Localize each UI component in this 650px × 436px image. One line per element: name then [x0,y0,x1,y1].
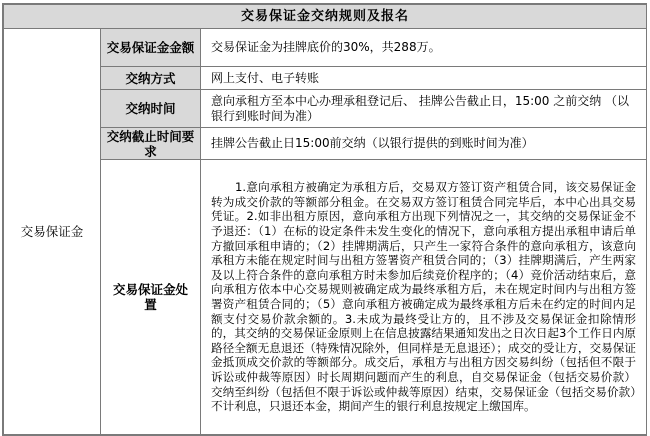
row-label-payment-deadline: 交纳截止时间要求 [101,128,201,160]
row-label-deposit-amount: 交易保证金金额 [101,29,201,67]
row-value-deposit-amount: 交易保证金为挂牌底价的30%，共288万。 [201,29,647,67]
row-value-deposit-disposal: 1.意向承租方被确定为承租方后，交易双方签订资产租赁合同，该交易保证金转为成交价款的等额部分租金。在交易双方签订租赁合同完毕后，本中心出具交易凭证。2.如非出租方原因，意向承租方出现下列情况之一，其交纳的交易保证金不予退还：（1）在标的设定条件未发生变化的情况下，意向承租方提出承租申请后单方撤回承租申请的；（2）挂牌期满后，只产生一家符合条件的意向承租方，该意向承租方未能在规定时间与出租方签署资产租赁合同的；（3）挂牌期满后，产生两家及以上符合条件的意向承租方时未参加后续竞价程序的；（4）竞价活动结束后，意向承租方依本中心交易规则被确定成为最终承租方后，未在规定时间内与出租方签署资产租赁合同的；（5）意向承租方被确定成为最终承租方后未在约定的时间内足额支付交易价款余额的。3.未成为最终受让方的，且不涉及交易保证金扣除情形的，其交纳的交易保证金原则上在信息披露结果通知发出之日次日起3个工作日内原路径全额无息退还（特殊情况除外，但同样是无息退还）；成交的受让方，交易保证金抵顶成交价款的等额部分。成交后，承租方与出租方因交易纠纷（包括但不限于诉讼或仲裁等原因）时长周期问题而产生的利息，自交易保证金（包括交易价款）交纳至纠纷（包括但不限于诉讼或仲裁等原因）结束，交易保证金（包括交易价款）不计利息，只退还本金，期间产生的银行利息按规定上缴国库。 [201,160,647,435]
row-label-payment-method: 交纳方式 [101,67,201,90]
section-label: 交易保证金 [4,29,101,435]
row-value-payment-deadline: 挂牌公告截止日15:00前交纳（以银行提供的到账时间为准） [201,128,647,160]
row-value-payment-time: 意向承租方至本中心办理承租登记后、 挂牌公告截止日，15:00 之前交纳 （以银行到账时间为准） [201,90,647,128]
table-title: 交易保证金交纳规则及报名 [4,5,647,29]
row-label-deposit-disposal: 交易保证金处置 [101,160,201,435]
deposit-rules-table [2,3,647,436]
row-value-payment-method: 网上支付、电子转账 [201,67,647,90]
row-label-payment-time: 交纳时间 [101,90,201,128]
